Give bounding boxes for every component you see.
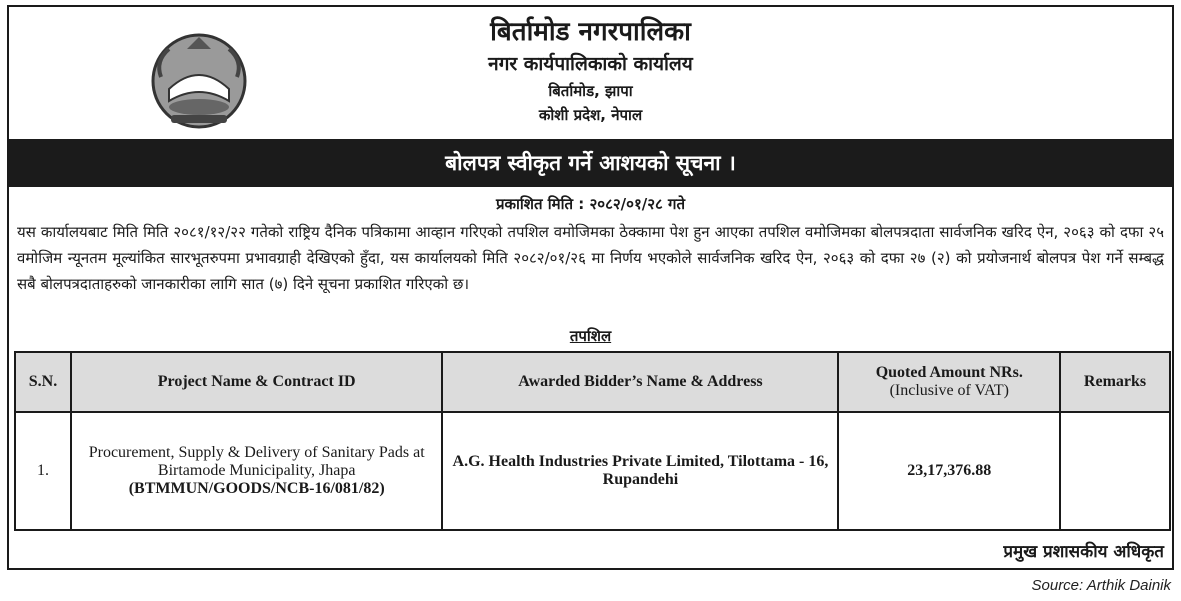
cell-project	[71, 412, 442, 530]
office-title-block	[9, 15, 1172, 127]
notice-header	[9, 7, 1172, 139]
table-header-row	[15, 352, 1170, 412]
signatory-title: प्रमुख प्रशासकीय अधिकृत	[1003, 542, 1164, 562]
cell-remarks	[1060, 412, 1170, 530]
contract-id: (BTMMUN/GOODS/NCB-16/081/82)	[128, 480, 385, 497]
header-sn: S.N.	[15, 352, 71, 412]
header-amount	[838, 352, 1060, 412]
tender-table	[14, 351, 1171, 531]
tender-notice	[7, 5, 1174, 570]
notice-body: यस कार्यालयबाट मिति मिति २०८१/१२/२२ गतेको राष्ट्रिय दैनिक पत्रिकामा आव्हान गरिएको तपशिल वमोजिमका ठेक्कामा पेश हुन आएका तपशिल वमोजिमका बोलपत्रदाता सार्वजनिक खरिद ऐन, २०६३ को दफा २५ वमोजिम न्यूनतम मूल्यांकित सारभूतरुपमा प्रभावग्राही देखिएको हुँदा, यस कार्यालयको मिति २०८२/०१/२६ मा निर्णय भएकोले सार्वजनिक खरिद ऐन, २०६३ को दफा २७ (२) को प्रयोजनार्थ बोलपत्र पेश गर्ने सम्बद्ध सबै बोलपत्रदाताहरुको जानकारीका लागि सात (७) दिने सूचना प्रकाशित गरिएको छ।	[17, 223, 1164, 293]
details-heading-label: तपशिल	[569, 327, 612, 345]
notice-title-banner: बोलपत्र स्वीकृत गर्ने आशयको सूचना ।	[9, 139, 1172, 187]
table-row	[15, 412, 1170, 530]
municipality-name: बिर्तामोड नगरपालिका	[490, 17, 691, 47]
cell-bidder: A.G. Health Industries Private Limited, Tilottama - 16, Rupandehi	[442, 412, 838, 530]
office-location: बिर्तामोड, झापा	[548, 82, 633, 100]
header-project: Project Name & Contract ID	[71, 352, 442, 412]
header-bidder: Awarded Bidder’s Name & Address	[442, 352, 838, 412]
cell-sn: 1.	[15, 412, 71, 530]
header-remarks: Remarks	[1060, 352, 1170, 412]
office-province: कोशी प्रदेश, नेपाल	[538, 106, 643, 124]
source-credit: Source: Arthik Dainik	[1031, 577, 1171, 594]
header-amount-sub: (Inclusive of VAT)	[889, 382, 1009, 399]
project-name: Procurement, Supply & Delivery of Sanitary Pads at Birtamode Municipality, Jhapa	[88, 444, 425, 479]
details-heading	[9, 325, 1172, 347]
cell-amount: 23,17,376.88	[838, 412, 1060, 530]
header-amount-label: Quoted Amount NRs.	[875, 364, 1023, 381]
office-name: नगर कार्यपालिकाको कार्यालय	[488, 53, 693, 75]
published-date: प्रकाशित मिति : २०८२/०१/२८ गते	[495, 195, 686, 213]
